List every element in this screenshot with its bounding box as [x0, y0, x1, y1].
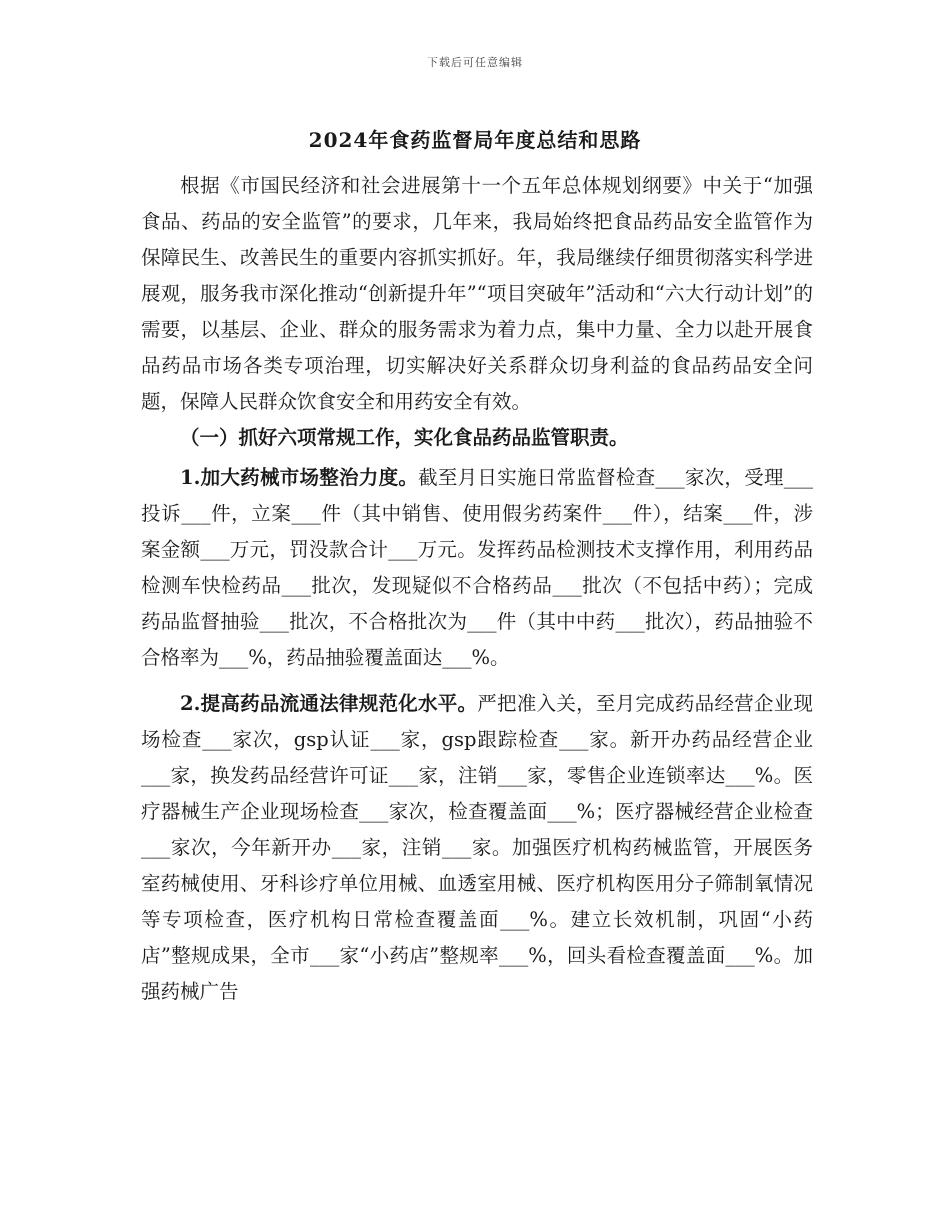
- item-1-paragraph: [141, 460, 813, 676]
- item-2-lead: 2.提高药品流通法律规范化水平。: [180, 692, 478, 715]
- item-2-text: 严把准入关，至月完成药品经营企业现场检查___家次，gsp认证___家，gsp跟踪检查___家。新开办药品经营企业___家，换发药品经营许可证___家，注销___家，零售企业连锁率达___%。医疗器械生产企业现场检查___家次，检查覆盖面___%；医疗器械经营企业检查___家次，今年新开办___家，注销___家。加强医疗机构药械监管，开展医务室药械使用、牙科诊疗单位用械、血透室用械、医疗机构医用分子筛制氧情况等专项检查，医疗机构日常检查覆盖面___%。建立长效机制，巩固“小药店”整规成果，全市___家“小药店”整规率___%，回头看检查覆盖面___%。加强药械广告: [141, 692, 813, 1003]
- intro-paragraph: 根据《市国民经济和社会进展第十一个五年总体规划纲要》中关于“加强食品、药品的安全监管”的要求，几年来，我局始终把食品药品安全监管作为保障民生、改善民生的重要内容抓实抓好。年，我局继续仔细贯彻落实科学进展观，服务我市深化推动“创新提升年”“项目突破年”活动和“六大行动计划”的需要，以基层、企业、群众的服务需求为着力点，集中力量、全力以赴开展食品药品市场各类专项治理，切实解决好关系群众切身利益的食品药品安全问题，保障人民群众饮食安全和用药安全有效。: [141, 174, 813, 413]
- item-2-paragraph: [141, 686, 813, 1010]
- header-note: 下载后可任意编辑: [427, 56, 523, 69]
- document-title: 2024年食药监督局年度总结和思路: [308, 128, 642, 152]
- section-heading: （一）抓好六项常规工作，实化食品药品监管职责。: [180, 426, 629, 449]
- document-body: [141, 168, 813, 1010]
- item-1-lead: 1.加大药械市场整治力度。: [180, 466, 419, 489]
- item-1-text: 截至月日实施日常监督检查___家次，受理___投诉___件，立案___件（其中销售、使用假劣药案件___件），结案___件，涉案金额___万元，罚没款合计___万元。发挥药品检测技术支撑作用，利用药品检测车快检药品___批次，发现疑似不合格药品___批次（不包括中药）；完成药品监督抽验___批次，不合格批次为___件（其中中药___批次），药品抽验不合格率为___%，药品抽验覆盖面达___%。: [141, 466, 813, 669]
